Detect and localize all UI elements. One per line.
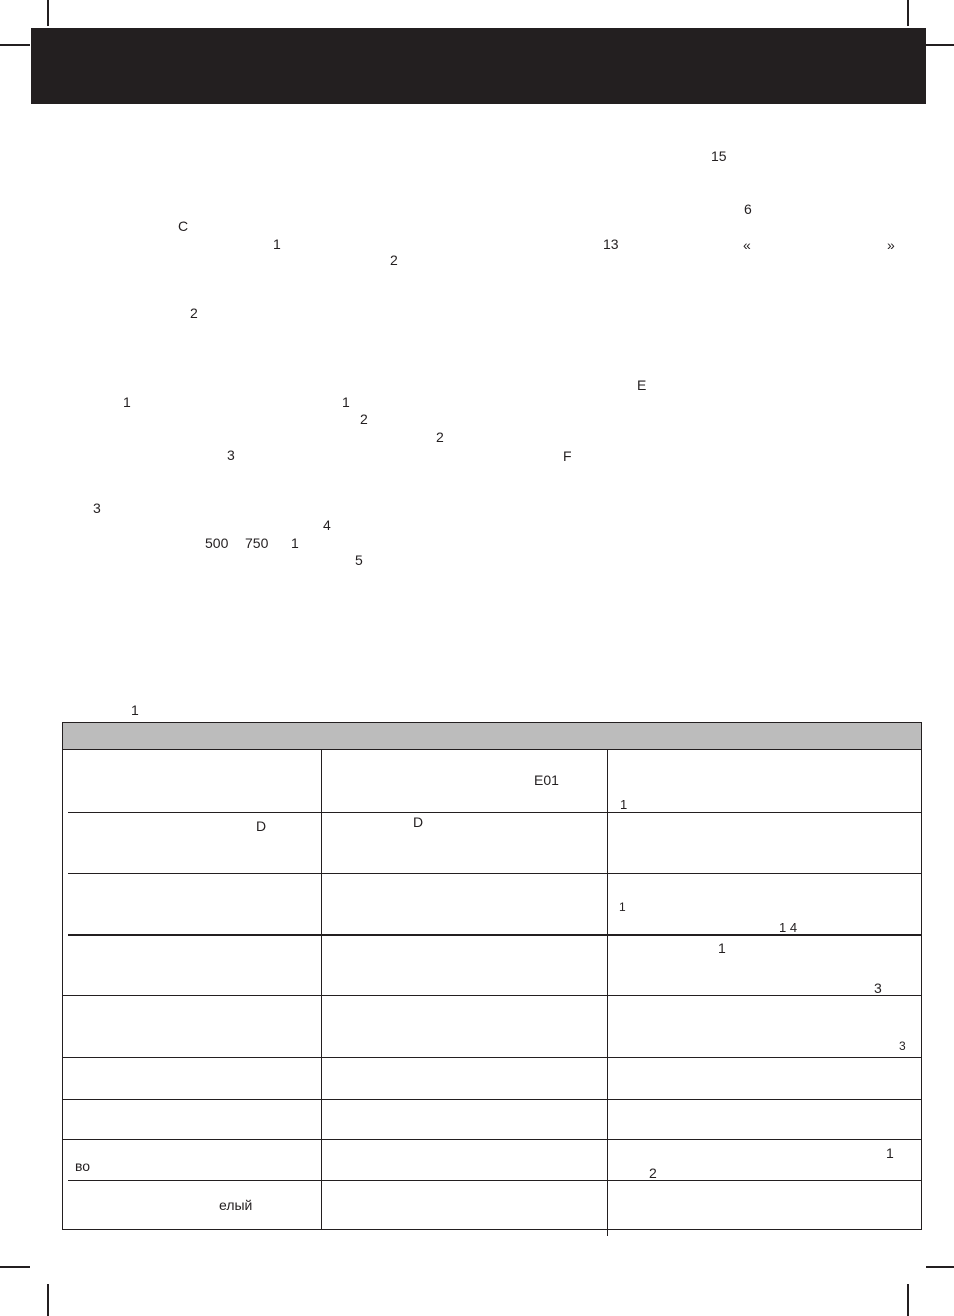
table-cell: 1 — [619, 900, 626, 914]
crop-mark-top-right-v — [907, 0, 909, 26]
row-divider — [68, 873, 921, 874]
table-caption: 1 — [131, 702, 139, 718]
table-cell: 3 — [899, 1039, 906, 1053]
row-divider — [63, 1057, 921, 1058]
text-fragment: 750 — [245, 535, 269, 551]
text-fragment: 1 — [291, 535, 299, 551]
crop-mark-bottom-right-v — [907, 1284, 909, 1316]
crop-mark-top-right-h — [926, 44, 954, 46]
row-divider — [68, 812, 921, 813]
crop-mark-bottom-right-h — [926, 1266, 954, 1268]
text-fragment: 1 — [123, 394, 131, 410]
row-divider — [68, 1180, 921, 1181]
text-fragment: 3 — [227, 447, 235, 463]
table-cell: во — [75, 1158, 91, 1174]
table-cell: 1 4 — [779, 920, 798, 935]
table-cell: D — [413, 814, 424, 830]
row-divider — [63, 995, 921, 996]
text-fragment: 2 — [190, 305, 198, 321]
column-divider — [321, 750, 322, 1230]
text-fragment: E — [637, 377, 647, 393]
text-fragment: 13 — [603, 236, 619, 252]
header-bar — [31, 28, 926, 104]
text-fragment: 5 — [355, 552, 363, 568]
text-fragment: 15 — [711, 148, 727, 164]
table-cell: 1 — [620, 797, 628, 812]
text-fragment: 2 — [360, 411, 368, 427]
table-cell: D — [256, 818, 267, 834]
text-fragment: F — [563, 448, 572, 464]
row-divider — [63, 1099, 921, 1100]
row-divider — [63, 1139, 921, 1140]
crop-mark-bottom-left-h — [0, 1266, 30, 1268]
crop-mark-top-left-h — [0, 44, 30, 46]
table-header-row — [63, 723, 921, 750]
table-cell: 1 — [718, 940, 726, 956]
column-divider — [607, 750, 608, 1236]
crop-mark-bottom-left-v — [47, 1284, 49, 1316]
table-cell: елый — [219, 1197, 253, 1213]
text-fragment: 4 — [323, 517, 331, 533]
crop-mark-top-left-v — [47, 0, 49, 26]
table-cell: 2 — [649, 1165, 657, 1181]
text-fragment: 3 — [93, 500, 101, 516]
table-cell: 1 — [886, 1145, 894, 1161]
text-fragment: » — [887, 237, 895, 253]
text-fragment: 1 — [342, 394, 350, 410]
text-fragment: « — [743, 237, 751, 253]
text-fragment: 2 — [436, 429, 444, 445]
text-fragment: 1 — [273, 236, 281, 252]
troubleshooting-table — [62, 722, 922, 1230]
table-cell: 3 — [874, 980, 882, 996]
text-fragment: 6 — [744, 201, 752, 217]
text-fragment: 2 — [390, 252, 398, 268]
text-fragment: C — [178, 218, 189, 234]
text-fragment: 500 — [205, 535, 229, 551]
table-cell: E01 — [534, 772, 559, 788]
